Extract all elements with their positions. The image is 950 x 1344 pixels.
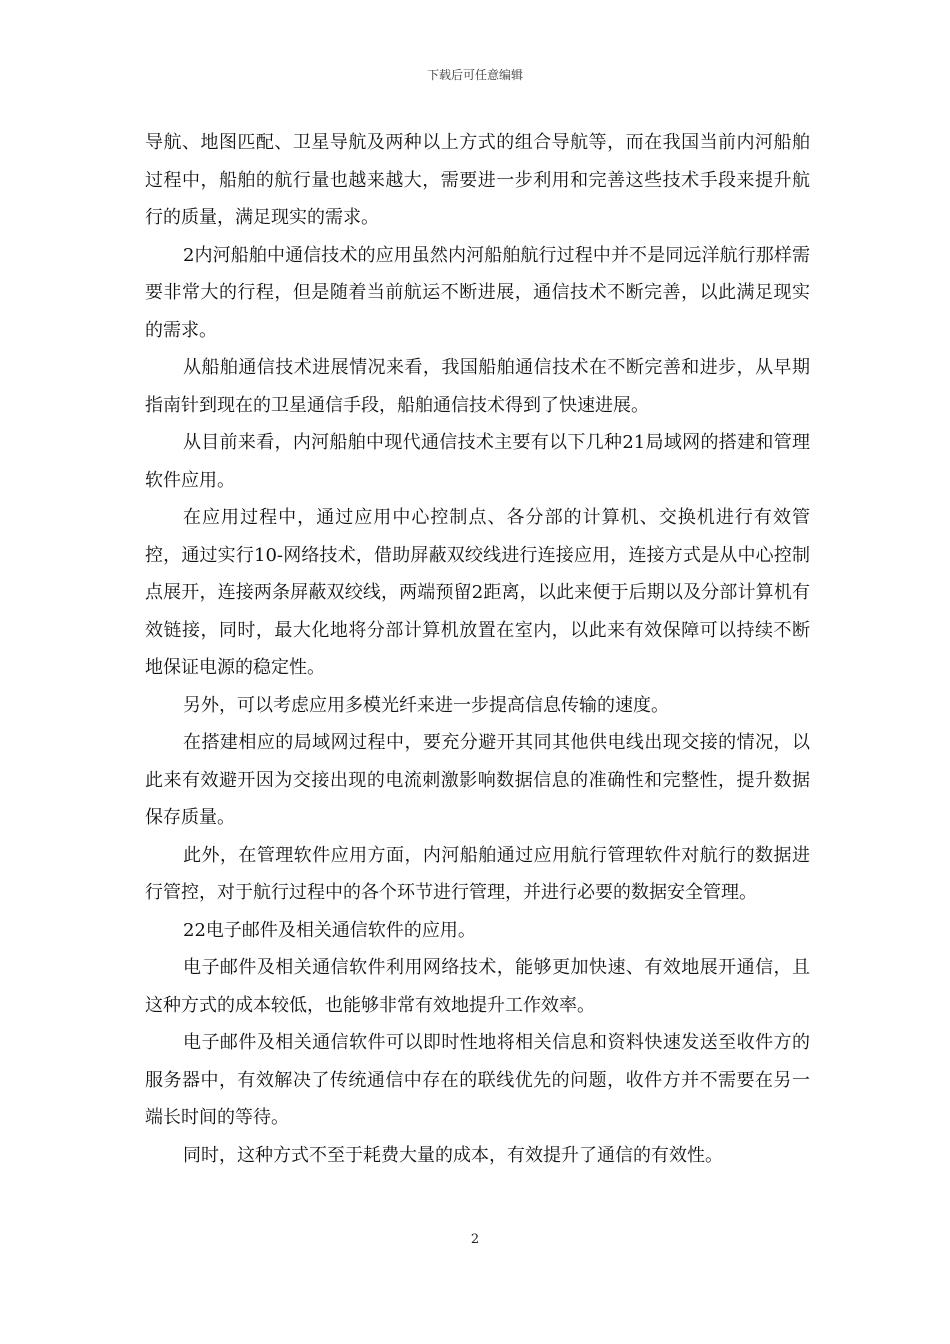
paragraph-6: 另外，可以考虑应用多模光纤来进一步提高信息传输的速度。 [183, 694, 669, 716]
paragraph-5: 在应用过程中，通过应用中心控制点、各分部的计算机、交换机进行有效管控，通过实行10-网络技术，借助屏蔽双绞线进行连接应用，连接方式是从中心控制点展开，连接两条屏蔽双绞线，两端预留2距离，以此来便于后期以及分部计算机有效链接，同时，最大化地将分部计算机放置在室内，以此来有效保障可以持续不断地保证电源的稳定性。 [145, 507, 810, 678]
paragraph-9: 22电子邮件及相关通信软件的应用。 [183, 919, 476, 941]
page-number: 2 [470, 1232, 480, 1247]
paragraph-4: 从目前来看，内河船舶中现代通信技术主要有以下几种21局域网的搭建和管理软件应用。 [145, 432, 810, 491]
paragraph-3: 从船舶通信技术进展情况来看，我国船舶通信技术在不断完善和进步，从早期指南针到现在的卫星通信手段，船舶通信技术得到了快速进展。 [145, 357, 810, 416]
page-header: 下载后可任意编辑 [426, 68, 523, 82]
paragraph-8: 此外，在管理软件应用方面，内河船舶通过应用航行管理软件对航行的数据进行管控，对于航行过程中的各个环节进行管理，并进行必要的数据安全管理。 [145, 844, 810, 903]
paragraph-7: 在搭建相应的局域网过程中，要充分避开其同其他供电线出现交接的情况，以此来有效避开因为交接出现的电流刺激影响数据信息的准确性和完整性，提升数据保存质量。 [145, 732, 810, 828]
document-body [145, 124, 810, 1174]
paragraph-2: 2内河船舶中通信技术的应用虽然内河船舶航行过程中并不是同远洋航行那样需要非常大的行程，但是随着当前航运不断进展，通信技术不断完善，以此满足现实的需求。 [145, 244, 810, 341]
paragraph-12: 同时，这种方式不至于耗费大量的成本，有效提升了通信的有效性。 [183, 1144, 723, 1166]
paragraph-11: 电子邮件及相关通信软件可以即时性地将相关信息和资料快速发送至收件方的服务器中，有效解决了传统通信中存在的联线优先的问题，收件方并不需要在另一端长时间的等待。 [145, 1032, 810, 1128]
paragraph-1: 导航、地图匹配、卫星导航及两种以上方式的组合导航等，而在我国当前内河船舶过程中，船舶的航行量也越来越大，需要进一步利用和完善这些技术手段来提升航行的质量，满足现实的需求。 [145, 132, 810, 228]
paragraph-10: 电子邮件及相关通信软件利用网络技术，能够更加快速、有效地展开通信，且这种方式的成本较低，也能够非常有效地提升工作效率。 [145, 957, 810, 1016]
